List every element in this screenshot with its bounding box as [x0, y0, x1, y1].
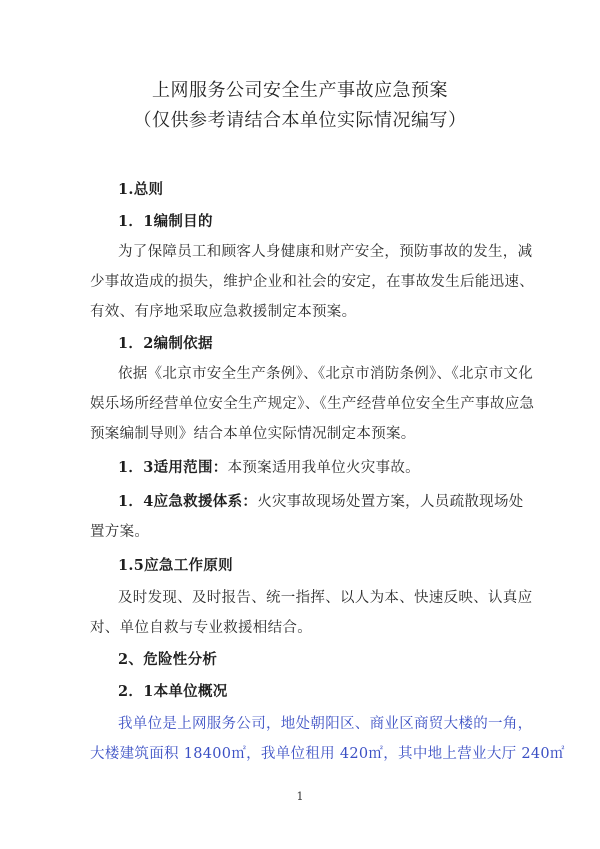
section-1-3-label: 1．3适用范围：	[118, 459, 228, 476]
section-1-4-text: 火灾事故现场处置方案，人员疏散现场处	[257, 494, 524, 510]
section-1-2-paragraph-line-3: 预案编制导则》结合本单位实际情况制定本预案。	[90, 426, 416, 442]
section-1-4-line	[118, 490, 548, 511]
section-1-5-paragraph-line-1: 及时发现、及时报告、统一指挥、以人为本、快速反映、认真应	[118, 590, 533, 606]
section-1-4-label: 1．4应急救援体系：	[118, 493, 258, 510]
section-1-4-text-line-2: 置方案。	[90, 524, 150, 540]
section-1-5-heading: 1.5应急工作原则	[118, 557, 233, 574]
section-1-2-paragraph-line-2: 娱乐场所经营单位安全生产规定》、《生产经营单位安全生产事故应急	[90, 396, 535, 412]
section-1-2-heading: 1．2编制依据	[118, 335, 213, 352]
section-1-heading: 1.总则	[118, 181, 164, 198]
section-1-3-text: 本预案适用我单位火灾事故。	[227, 460, 420, 476]
section-2-heading: 2、危险性分析	[118, 651, 218, 668]
section-1-2-paragraph-line-1: 依据《北京市安全生产条例》、《北京市消防条例》、《北京市文化	[118, 366, 533, 382]
section-1-1-paragraph-line-2: 少事故造成的损失，维护企业和社会的安定，在事故发生后能迅速、	[90, 274, 534, 290]
section-1-1-paragraph-line-3: 有效、有序地采取应急救援制定本预案。	[90, 304, 357, 320]
document-subtitle: （仅供参考请结合本单位实际情况编写）	[133, 110, 467, 131]
section-1-1-paragraph-line-1: 为了保障员工和顾客人身健康和财产安全，预防事故的发生，减	[118, 244, 533, 260]
section-2-1-paragraph-line-1: 我单位是上网服务公司，地处朝阳区、商业区商贸大楼的一角，	[118, 716, 533, 732]
section-1-1-heading: 1．1编制目的	[118, 213, 213, 230]
page-number: 1	[296, 790, 304, 803]
section-1-5-paragraph-line-2: 对、单位自救与专业救援相结合。	[90, 620, 312, 636]
section-2-1-paragraph-line-2: 大楼建筑面积 18400㎡，我单位租用 420㎡，其中地上营业大厅 240㎡	[90, 746, 565, 762]
document-title: 上网服务公司安全生产事故应急预案	[152, 80, 448, 101]
section-2-1-heading: 2．1本单位概况	[118, 683, 228, 700]
section-1-3-line	[118, 456, 548, 477]
